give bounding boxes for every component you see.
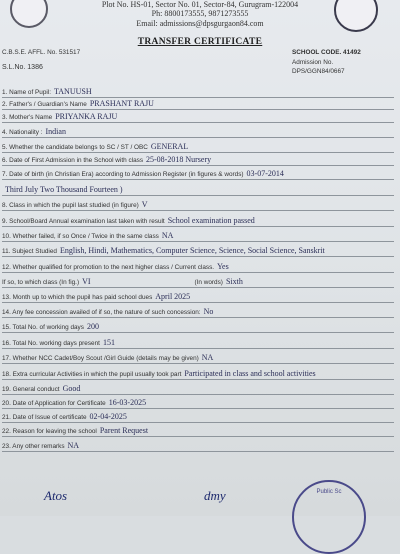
field-label: 18. Extra curricular Activities in which the pupil usually took part (2, 371, 182, 378)
header-address: Plot No. HS-01, Sector No. 01, Sector-84, Gurugram-122004 (101, 0, 299, 9)
field-label: 9. School/Board Annual examination last taken with result (2, 218, 165, 225)
field-underline (2, 379, 394, 380)
admission-number: DPS/GGN84/0667 (292, 68, 345, 75)
field-underline (2, 109, 394, 110)
field-value: V (141, 200, 148, 209)
field-underline (2, 272, 394, 273)
field-value: April 2025 (155, 292, 191, 301)
certificate-title: TRANSFER CERTIFICATE (137, 37, 263, 47)
field-underline (2, 256, 394, 257)
field-value: PRIYANKA RAJU (55, 112, 118, 121)
field-underline (2, 226, 394, 227)
field-value: 151 (102, 338, 115, 347)
field-label: 5. Whether the candidate belongs to SC / ST / OBC (2, 144, 148, 151)
field-label: 20. Date of Application for Certificate (2, 400, 106, 407)
field-value: No (203, 307, 214, 316)
field-underline (2, 152, 394, 153)
field-value: NA (161, 231, 174, 240)
header-email: Email: admissions@dpsgurgaon84.com (136, 19, 264, 28)
field-underline (2, 436, 394, 437)
field-value: TANUUSH (54, 87, 92, 96)
field-label: 10. Whether failed, if so Once / Twice in the same class (2, 233, 159, 240)
field-label: 21. Date of Issue of certificate (2, 414, 87, 421)
field-underline (2, 348, 394, 349)
field-underline (2, 451, 394, 452)
field-label: 14. Any fee concession availed of if so, the nature of such concession: (2, 309, 201, 316)
field-label: 2. Father's / Guardian's Name (2, 101, 87, 108)
field-underline (2, 195, 394, 196)
field-value: NA (67, 441, 80, 450)
field-underline (2, 165, 394, 166)
field-label: 17. Whether NCC Cadet/Boy Scout /Girl Guide (details may be given) (2, 355, 199, 362)
field-label: 23. Any other remarks (2, 443, 65, 450)
field-value: GENERAL (150, 142, 189, 151)
field-value: Third July Two Thousand Fourteen ) (5, 185, 123, 194)
field-underline (2, 408, 394, 409)
field-value: Participated in class and school activities (184, 369, 316, 378)
field-underline (2, 137, 394, 138)
field-label: 3. Mother's Name (2, 114, 53, 121)
field-value: School examination passed (167, 216, 255, 225)
serial-number: S.L.No. 1386 (2, 64, 43, 71)
field-underline (2, 97, 394, 98)
field-value: Indian (45, 127, 66, 136)
field-underline (2, 210, 394, 211)
field-underline (2, 287, 394, 288)
field-label: If so, to which class (In fig.) (2, 279, 80, 286)
field-value: 02-04-2025 (89, 412, 127, 421)
field-label: 22. Reason for leaving the school (2, 428, 97, 435)
field-label: 11. Subject Studied (2, 248, 57, 255)
field-label: 12. Whether qualified for promotion to the next higher class / Current class. (2, 264, 215, 271)
field-underline (2, 122, 394, 123)
field-label: 4. Nationality : (2, 129, 43, 136)
field-label: 8. Class in which the pupil last studied (in figure) (2, 202, 139, 209)
affiliation-number: C.B.S.E. AFFL. No. 531517 (2, 49, 81, 56)
field-value: 25-08-2018 Nursery (146, 155, 212, 164)
field-label: 15. Total No. of working days (2, 324, 84, 331)
field-underline (2, 302, 394, 303)
field-value-words: Sixth (225, 277, 243, 286)
field-value: Parent Request (99, 426, 149, 435)
principal-signature: Atos (44, 488, 68, 503)
field-underline (2, 332, 394, 333)
field-label: 6. Date of First Admission in the School with class (2, 157, 144, 164)
field-underline (2, 179, 394, 180)
field-value: Yes (217, 262, 229, 271)
field-value: English, Hindi, Mathematics, Computer Science, Science, Social Science, Sanskrit (59, 246, 325, 255)
stamp-text: Public Sc (316, 489, 342, 495)
field-label: 19. General conduct (2, 386, 60, 393)
field-value: VI (82, 277, 91, 286)
field-label-words: (In words) (194, 279, 223, 286)
class-teacher-signature: dmy (204, 488, 226, 503)
field-value: Good (62, 384, 81, 393)
school-code: SCHOOL CODE. 41492 (292, 49, 361, 56)
field-value: 200 (86, 322, 99, 331)
field-label: 13. Month up to which the pupil has paid school dues (2, 294, 153, 301)
header-phone: Ph: 8800173555, 9871273555 (151, 9, 249, 18)
admission-number-label: Admission No. (292, 59, 334, 66)
field-value: 03-07-2014 (246, 169, 284, 178)
field-value: 16-03-2025 (108, 398, 147, 407)
field-label: 1. Name of Pupil: (2, 89, 52, 96)
field-value: PRASHANT RAJU (89, 99, 154, 108)
field-underline (2, 241, 394, 242)
field-underline (2, 394, 394, 395)
field-underline (2, 422, 394, 423)
school-stamp (292, 480, 366, 554)
field-label: 7. Date of birth (in Christian Era) according to Admission Register (in figures & words) (2, 171, 244, 178)
field-label: 16. Total No. working days present (2, 340, 100, 347)
field-value: NA (201, 353, 214, 362)
field-underline (2, 363, 394, 364)
field-underline (2, 317, 394, 318)
